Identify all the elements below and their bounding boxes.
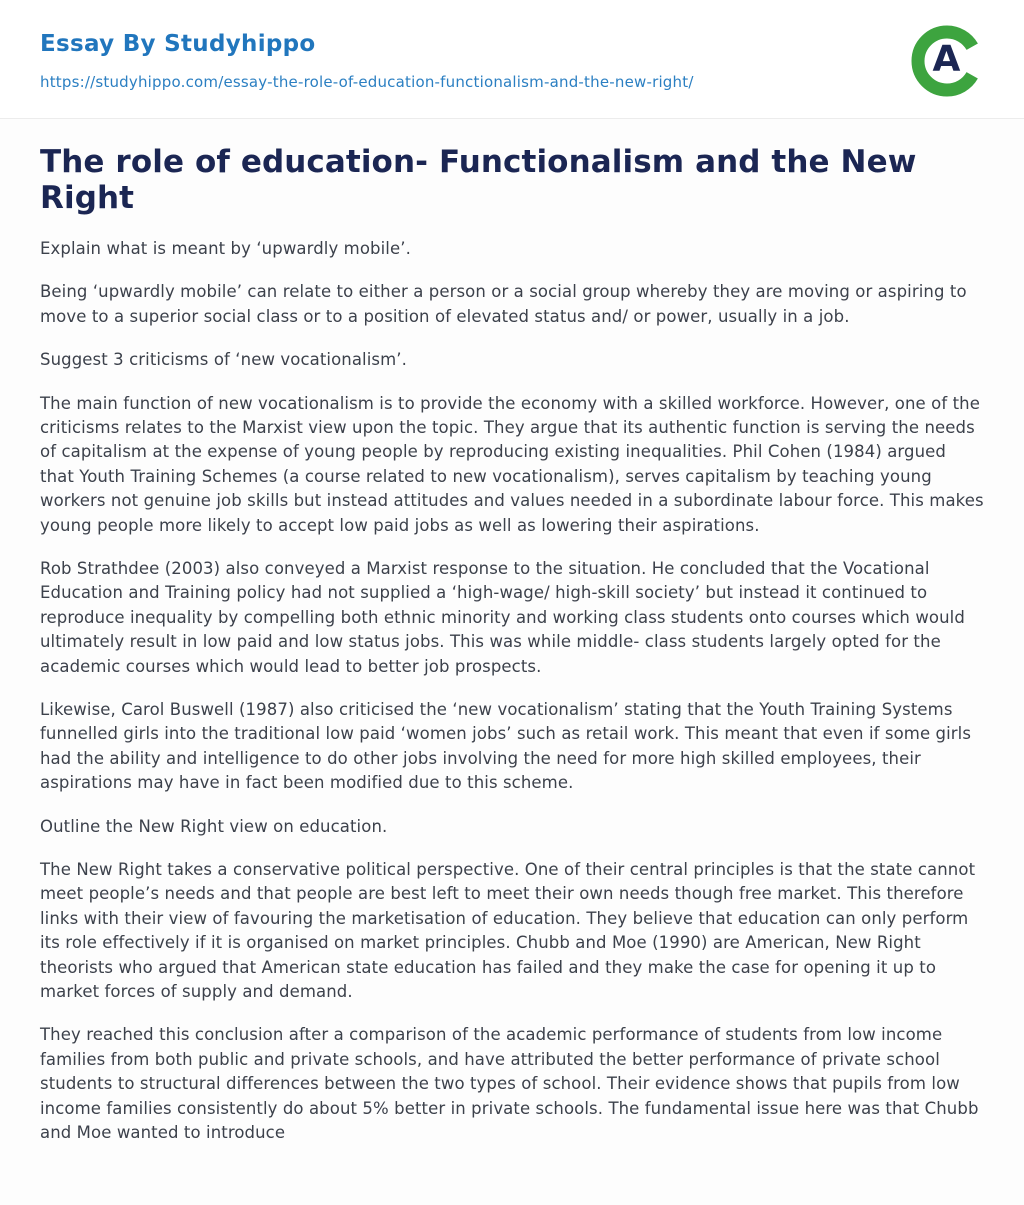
paragraph-answer-2c: Likewise, Carol Buswell (1987) also criticised the ‘new vocationalism’ stating that the Youth Training Systems funnelled girls into the traditional low paid ‘women jobs’ such as retail work. This meant that even if some girls had the ability and intelligence to do other jobs involving the need for more high skilled employees, their aspirations may have in fact been modified due to this scheme.: [40, 700, 972, 793]
logo-letter: A: [932, 38, 961, 80]
paragraph-question-2: Suggest 3 criticisms of ‘new vocationalism’.: [40, 350, 407, 370]
header-left: [40, 31, 694, 91]
paragraph-answer-1: Being ‘upwardly mobile’ can relate to either a person or a social group whereby they are moving or aspiring to move to a superior social class or to a position of elevated status and/ or power, usually in a job.: [40, 282, 967, 326]
essay-source-link[interactable]: https://studyhippo.com/essay-the-role-of-education-functionalism-and-the-new-right/: [40, 72, 694, 91]
site-title: Essay By Studyhippo: [40, 31, 316, 58]
studyhippo-logo-icon: [910, 24, 984, 98]
essay-article: [0, 119, 1024, 1205]
paragraph-question-3: Outline the New Right view on education.: [40, 816, 388, 836]
page-title: The role of education- Functionalism and the New Right: [40, 144, 917, 216]
paragraph-answer-3a: The New Right takes a conservative political perspective. One of their central principles is that the state cannot meet people’s needs and that people are best left to meet their own needs though free market. This therefore links with their view of favouring the marketisation of education. They believe that education can only perform its role effectively if it is organised on market principles. Chubb and Moe (1990) are American, New Right theorists who argued that American state education has failed and they make the case for opening it up to market forces of supply and demand.: [40, 860, 976, 1002]
paragraph-answer-3b: They reached this conclusion after a comparison of the academic performance of students from low income families from both public and private schools, and have attributed the better performance of private school students to structural differences between the two types of school. Their evidence shows that pupils from low income families consistently do about 5% better in private schools. The fundamental issue here was that Chubb and Moe wanted to introduce: [40, 1025, 979, 1143]
paragraph-answer-2a: The main function of new vocationalism is to provide the economy with a skilled workforce. However, one of the criticisms relates to the Marxist view upon the topic. They argue that its authentic function is serving the needs of capitalism at the expense of young people by reproducing existing inequalities. Phil Cohen (1984) argued that Youth Training Schemes (a course related to new vocationalism), serves capitalism by teaching young workers not genuine job skills but instead attitudes and values needed in a subordinate labour force. This makes young people more likely to accept low paid jobs as well as lowering their aspirations.: [40, 393, 984, 535]
site-header: [0, 0, 1024, 119]
paragraph-answer-2b: Rob Strathdee (2003) also conveyed a Marxist response to the situation. He concluded that the Vocational Education and Training policy had not supplied a ‘high-wage/ high-skill society’ but instead it continued to reproduce inequality by compelling both ethnic minority and working class students onto courses which would ultimately result in low paid and low status jobs. This was while middle- class students largely opted for the academic courses which would lead to better job prospects.: [40, 558, 965, 676]
paragraph-question-1: Explain what is meant by ‘upwardly mobile’.: [40, 238, 411, 258]
